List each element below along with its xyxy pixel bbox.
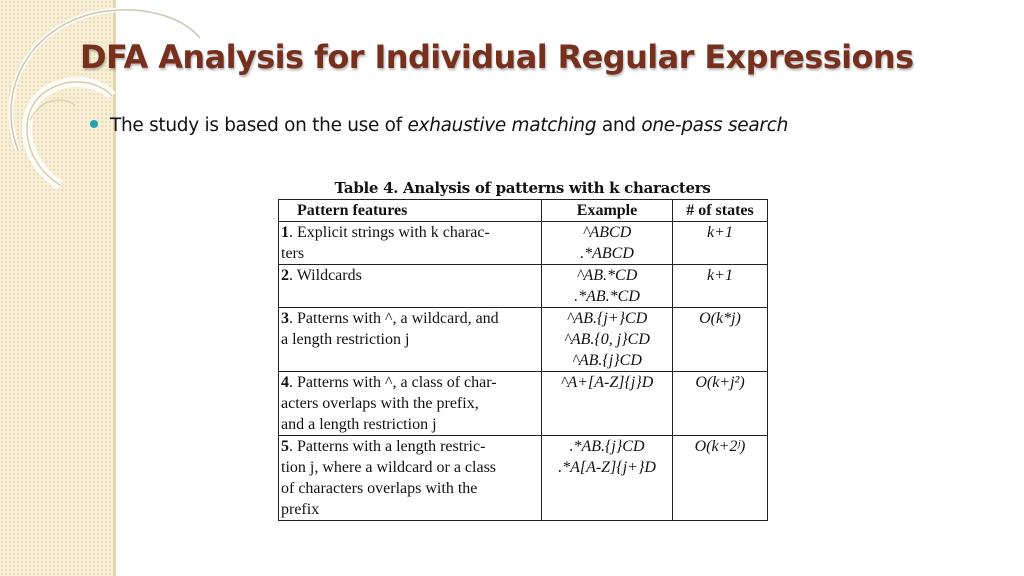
example-line: ^AB.*CD bbox=[576, 267, 638, 284]
swirl-decoration bbox=[0, 0, 220, 200]
cell-states: O(k+j²) bbox=[673, 372, 768, 436]
bullet-emphasis-exhaustive: exhaustive matching bbox=[407, 115, 597, 136]
cell-pattern-feature bbox=[279, 436, 542, 521]
cell-pattern-feature bbox=[279, 265, 542, 308]
header-pattern-features: Pattern features bbox=[279, 200, 542, 222]
example-line: .*AB.{j}CD bbox=[569, 438, 645, 455]
table-caption: Table 4. Analysis of patterns with k characters bbox=[334, 179, 711, 197]
feature-text: . Patterns with a length restric- bbox=[289, 438, 486, 455]
bullet-item bbox=[90, 115, 788, 136]
table-row bbox=[279, 308, 768, 372]
table-row bbox=[279, 265, 768, 308]
row-number: 4 bbox=[281, 374, 289, 391]
feature-line bbox=[281, 308, 539, 329]
patterns-table bbox=[278, 199, 768, 521]
cell-example bbox=[542, 265, 673, 308]
cell-states: k+1 bbox=[673, 265, 768, 308]
feature-line: a length restriction j bbox=[281, 331, 410, 348]
bullet-prefix: The study is based on the use of bbox=[110, 115, 408, 136]
cell-example bbox=[542, 436, 673, 521]
example-line: ^ABCD bbox=[582, 224, 632, 241]
feature-line: prefix bbox=[281, 501, 320, 518]
cell-pattern-feature bbox=[279, 372, 542, 436]
cell-pattern-feature bbox=[279, 308, 542, 372]
bullet-emphasis-one-pass: one-pass search bbox=[641, 115, 789, 136]
feature-line: ters bbox=[281, 245, 305, 262]
feature-line: and a length restriction j bbox=[281, 416, 437, 433]
bullet-mid: and bbox=[596, 115, 642, 136]
cell-example bbox=[542, 308, 673, 372]
cell-states: k+1 bbox=[673, 222, 768, 265]
row-number: 1 bbox=[281, 224, 289, 241]
cell-example bbox=[542, 372, 673, 436]
example-line: .*A[A-Z]{j+}D bbox=[558, 459, 656, 476]
slide-title: DFA Analysis for Individual Regular Expressions bbox=[80, 38, 914, 76]
table-row bbox=[279, 372, 768, 436]
cell-states: O(k+2ʲ) bbox=[673, 436, 768, 521]
table-row bbox=[279, 222, 768, 265]
cell-pattern-feature bbox=[279, 222, 542, 265]
example-line: .*AB.*CD bbox=[574, 288, 640, 305]
example-line: .*ABCD bbox=[580, 245, 634, 262]
example-line: ^AB.{0, j}CD bbox=[564, 331, 650, 348]
feature-line bbox=[281, 436, 539, 457]
feature-line bbox=[281, 265, 539, 286]
row-number: 2 bbox=[281, 267, 289, 284]
bullet-text bbox=[110, 115, 788, 136]
feature-line: tion j, where a wildcard or a class bbox=[281, 459, 497, 476]
table-row bbox=[279, 436, 768, 521]
example-line: ^AB.{j+}CD bbox=[566, 310, 648, 327]
feature-line bbox=[281, 372, 539, 393]
table-header-row bbox=[279, 200, 768, 222]
header-states: # of states bbox=[673, 200, 768, 222]
feature-text: . Patterns with ^, a class of char- bbox=[289, 374, 497, 391]
cell-states: O(k*j) bbox=[673, 308, 768, 372]
feature-line bbox=[281, 222, 539, 243]
feature-text: . Wildcards bbox=[289, 267, 362, 284]
feature-line: acters overlaps with the prefix, bbox=[281, 395, 479, 412]
bullet-dot-icon bbox=[90, 120, 98, 128]
example-line: ^AB.{j}CD bbox=[572, 352, 642, 369]
example-line: ^A+[A-Z]{j}D bbox=[560, 374, 654, 391]
cell-example bbox=[542, 222, 673, 265]
feature-line: of characters overlaps with the bbox=[281, 480, 478, 497]
row-number: 3 bbox=[281, 310, 289, 327]
feature-text: . Explicit strings with k charac- bbox=[289, 224, 490, 241]
row-number: 5 bbox=[281, 438, 289, 455]
feature-text: . Patterns with ^, a wildcard, and bbox=[289, 310, 499, 327]
header-example: Example bbox=[542, 200, 673, 222]
